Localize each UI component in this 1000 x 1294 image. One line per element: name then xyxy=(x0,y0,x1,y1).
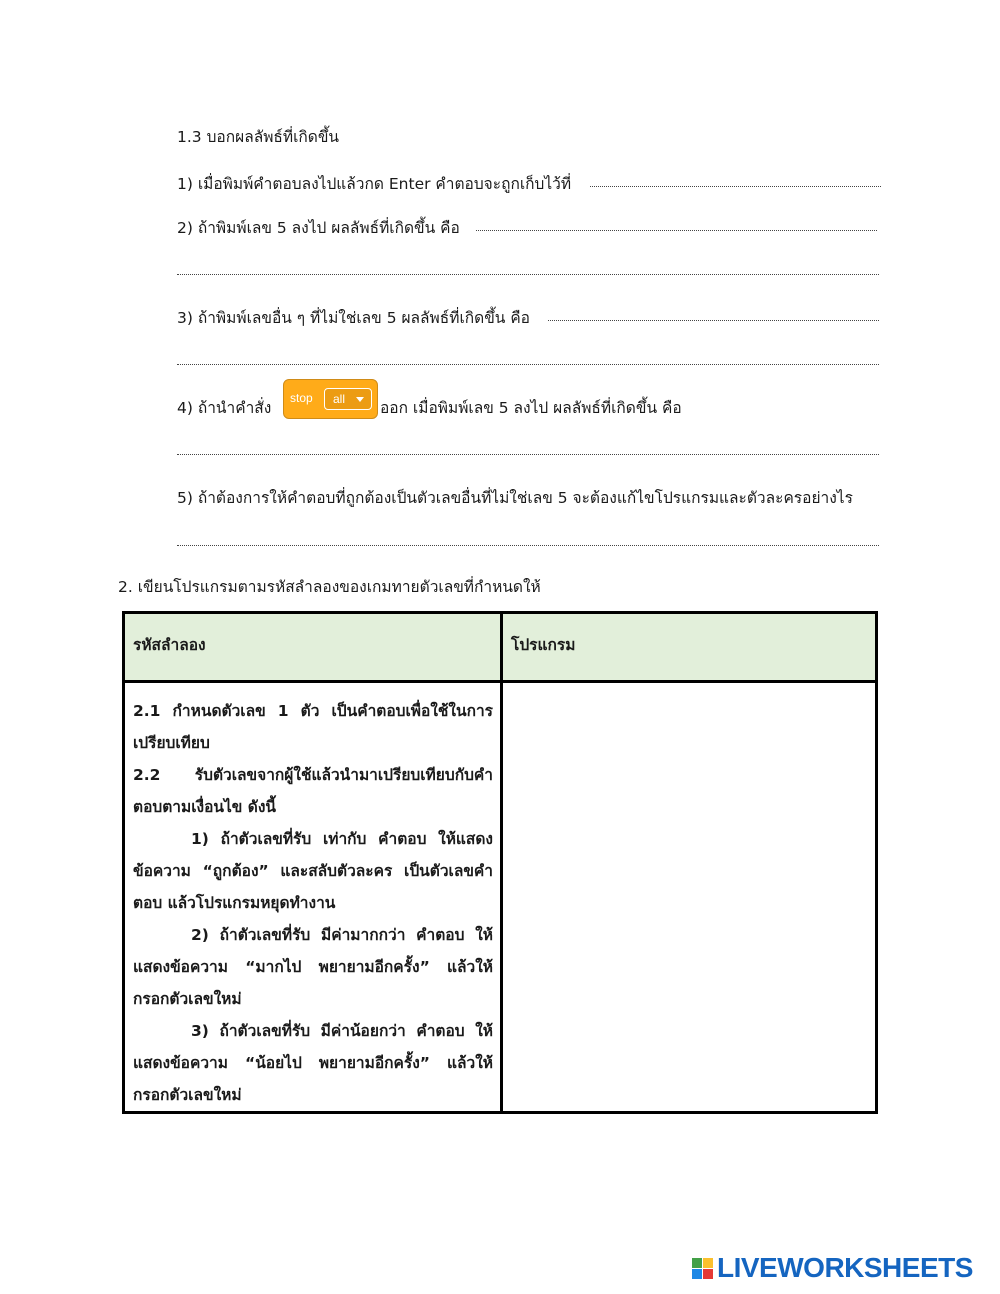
question-3-text: 3) ถ้าพิมพ์เลขอื่น ๆ ที่ไม่ใช่เลข 5 ผลลัพธ์ที่เกิดขึ้น คือ xyxy=(177,309,530,327)
pseudo-condition-1: 1) ถ้าตัวเลขที่รับ เท่ากับ คำตอบ ให้แสดงข้อความ “ถูกต้อง” และสลับตัวละคร เป็นตัวเลขคำตอบ แล้วโปรแกรมหยุดทำงาน xyxy=(133,830,493,912)
pseudo-step-2-2: 2.2 รับตัวเลขจากผู้ใช้แล้วนำมาเปรียบเทียบกับคำตอบตามเงื่อนไข ดังนี้ xyxy=(133,766,493,816)
question-5-text: 5) ถ้าต้องการให้คำตอบที่ถูกต้องเป็นตัวเลขอื่นที่ไม่ใช่เลข 5 จะต้องแก้ไขโปรแกรมและตัวละครอย่างไร xyxy=(177,489,853,507)
question-4-prefix: 4) ถ้านำคำสั่ง xyxy=(177,399,272,417)
header-program: โปรแกรม xyxy=(511,636,576,654)
section-heading: 1.3 บอกผลลัพธ์ที่เกิดขึ้น xyxy=(177,128,340,146)
dropdown-value: all xyxy=(333,392,346,406)
stop-label: stop xyxy=(290,391,313,405)
question-2-text: 2) ถ้าพิมพ์เลข 5 ลงไป ผลลัพธ์ที่เกิดขึ้น คือ xyxy=(177,219,460,237)
answer-line-2b[interactable] xyxy=(177,274,879,275)
answer-line-5[interactable] xyxy=(177,545,879,546)
section-2-heading: 2. เขียนโปรแกรมตามรหัสลำลองของเกมทายตัวเลขที่กำหนดให้ xyxy=(118,578,541,596)
answer-line-2a[interactable] xyxy=(476,230,877,231)
question-1-text: 1) เมื่อพิมพ์คำตอบลงไปแล้วกด Enter คำตอบจะถูกเก็บไว้ที่ xyxy=(177,175,572,193)
pseudocode-cell xyxy=(133,695,493,1111)
answer-line-3a[interactable] xyxy=(548,320,879,321)
pseudo-condition-2: 2) ถ้าตัวเลขที่รับ มีค่ามากกว่า คำตอบ ให้แสดงข้อความ “มากไป พยายามอีกครั้ง” แล้วให้กรอกตัวเลขใหม่ xyxy=(133,926,493,1008)
answer-line-3b[interactable] xyxy=(177,364,879,365)
pseudo-step-2-1: 2.1 กำหนดตัวเลข 1 ตัว เป็นคำตอบเพื่อใช้ในการเปรียบเทียบ xyxy=(133,702,493,752)
pseudo-condition-3: 3) ถ้าตัวเลขที่รับ มีค่าน้อยกว่า คำตอบ ให้แสดงข้อความ “น้อยไป พยายามอีกครั้ง” แล้วให้กรอกตัวเลขใหม่ xyxy=(133,1022,493,1104)
stop-dropdown xyxy=(324,388,372,410)
answer-line-4[interactable] xyxy=(177,454,879,455)
logo-mark-icon xyxy=(692,1258,714,1280)
program-answer-cell[interactable] xyxy=(503,683,875,1111)
chevron-down-icon xyxy=(356,397,364,402)
logo-text: LIVEWORKSHEETS xyxy=(717,1252,973,1283)
scratch-stop-block xyxy=(283,379,378,419)
answer-line-1[interactable] xyxy=(590,186,881,187)
question-4-suffix: ออก เมื่อพิมพ์เลข 5 ลงไป ผลลัพธ์ที่เกิดขึ้น คือ xyxy=(380,399,682,417)
pseudocode-table xyxy=(122,611,878,1114)
header-pseudocode: รหัสลำลอง xyxy=(133,636,206,654)
